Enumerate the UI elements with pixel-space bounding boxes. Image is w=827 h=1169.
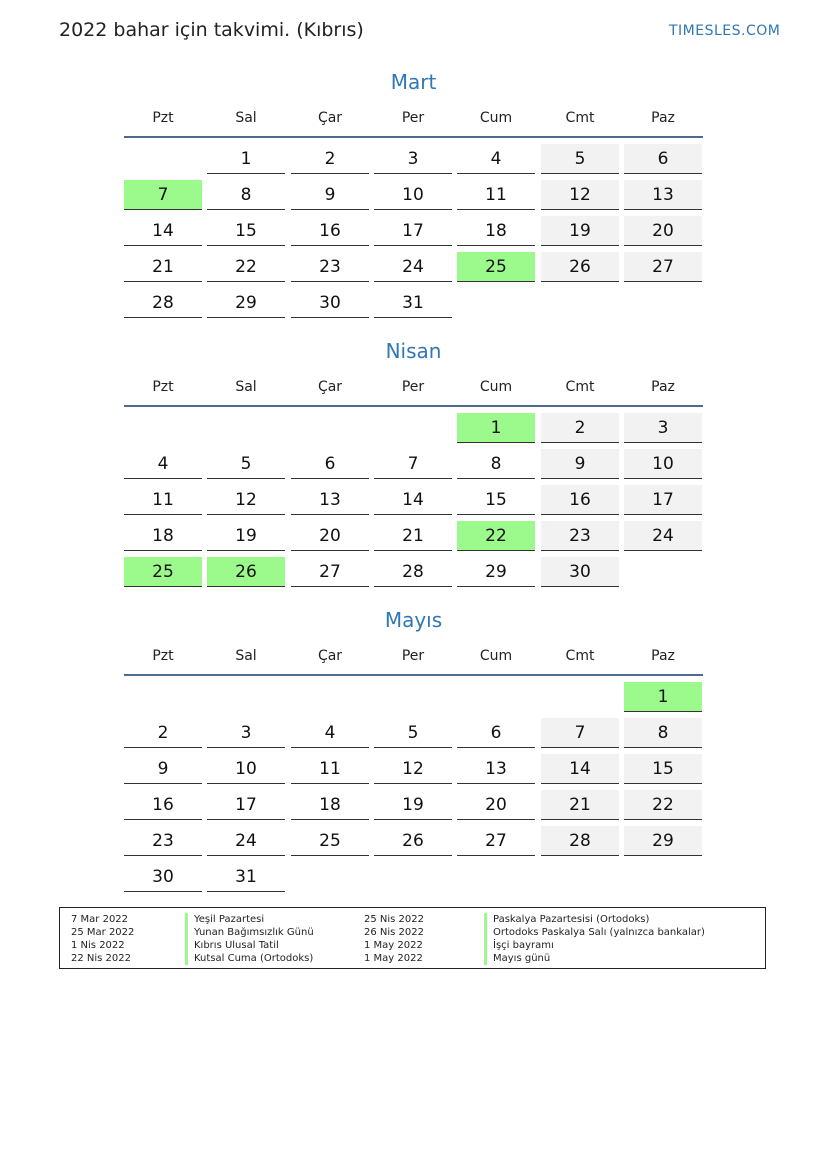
day-cell: 17: [624, 485, 702, 515]
legend-date: 1 May 2022: [364, 953, 423, 964]
legend-date: 7 Mar 2022: [71, 914, 129, 925]
day-cell: 21: [374, 521, 452, 551]
weekday-header: Paz: [651, 110, 675, 126]
month-title: Nisan: [385, 339, 442, 363]
weekday-header: Sal: [235, 110, 257, 126]
legend-date: 25 Mar 2022: [71, 927, 135, 938]
holiday-legend: [59, 907, 766, 969]
legend-date: 26 Nis 2022: [364, 927, 424, 938]
day-cell: 16: [541, 485, 619, 515]
day-cell: 21: [541, 790, 619, 820]
weekday-header: Cmt: [565, 379, 595, 395]
brand-link[interactable]: TIMESLES.COM: [669, 23, 781, 39]
day-cell: 30: [291, 288, 369, 318]
day-cell: 2: [541, 413, 619, 443]
day-cell: 22: [624, 790, 702, 820]
weekday-header: Çar: [317, 379, 343, 395]
day-cell: 1: [207, 144, 285, 174]
day-cell: 23: [291, 252, 369, 282]
day-cell: 26: [374, 826, 452, 856]
day-cell: 29: [624, 826, 702, 856]
legend-date: 1 May 2022: [364, 940, 423, 951]
day-cell: 9: [541, 449, 619, 479]
day-cell: 28: [541, 826, 619, 856]
day-cell: 3: [207, 718, 285, 748]
day-cell: 7: [374, 449, 452, 479]
day-cell: 12: [541, 180, 619, 210]
day-cell: 13: [624, 180, 702, 210]
day-cell: 25: [291, 826, 369, 856]
day-cell-holiday: 25: [457, 252, 535, 282]
day-cell: 22: [207, 252, 285, 282]
legend-holiday-name: Kıbrıs Ulusal Tatil: [185, 939, 279, 952]
page-title: 2022 bahar için takvimi. (Kıbrıs): [59, 19, 364, 41]
day-cell: 20: [624, 216, 702, 246]
day-cell: 2: [124, 718, 202, 748]
day-cell: 19: [207, 521, 285, 551]
legend-date: 25 Nis 2022: [364, 914, 424, 925]
day-cell: 15: [624, 754, 702, 784]
day-cell: 27: [291, 557, 369, 587]
day-cell: 13: [291, 485, 369, 515]
day-cell: 2: [291, 144, 369, 174]
month-title: Mart: [390, 70, 437, 94]
weekday-header: Çar: [317, 110, 343, 126]
day-cell: 14: [374, 485, 452, 515]
weekday-header: Paz: [651, 648, 675, 664]
day-cell: 3: [374, 144, 452, 174]
day-cell: 6: [457, 718, 535, 748]
day-cell: 20: [291, 521, 369, 551]
day-cell: 10: [207, 754, 285, 784]
month-title: Mayıs: [384, 608, 443, 632]
day-cell: 12: [374, 754, 452, 784]
day-cell: 8: [207, 180, 285, 210]
day-cell: 15: [207, 216, 285, 246]
day-cell: 27: [457, 826, 535, 856]
header-rule: [124, 674, 703, 676]
day-cell: 14: [124, 216, 202, 246]
day-cell: 31: [374, 288, 452, 318]
day-cell: 11: [124, 485, 202, 515]
day-cell: 8: [457, 449, 535, 479]
weekday-header: Cmt: [565, 648, 595, 664]
day-cell: 17: [374, 216, 452, 246]
day-cell: 20: [457, 790, 535, 820]
day-cell: 29: [457, 557, 535, 587]
day-cell: 11: [457, 180, 535, 210]
day-cell: 5: [374, 718, 452, 748]
legend-date: 22 Nis 2022: [71, 953, 131, 964]
legend-holiday-name: Kutsal Cuma (Ortodoks): [185, 952, 313, 965]
day-cell-holiday: 22: [457, 521, 535, 551]
day-cell: 19: [374, 790, 452, 820]
weekday-header: Pzt: [152, 110, 174, 126]
legend-holiday-name: Yeşil Pazartesi: [185, 913, 264, 926]
day-cell: 3: [624, 413, 702, 443]
weekday-header: Paz: [651, 379, 675, 395]
day-cell: 4: [124, 449, 202, 479]
day-cell-holiday: 25: [124, 557, 202, 587]
day-cell: 9: [124, 754, 202, 784]
day-cell: 30: [124, 862, 202, 892]
day-cell: 5: [541, 144, 619, 174]
day-cell: 11: [291, 754, 369, 784]
legend-holiday-name: Yunan Bağımsızlık Günü: [185, 926, 314, 939]
day-cell: 17: [207, 790, 285, 820]
header-rule: [124, 136, 703, 138]
weekday-header: Cum: [479, 648, 513, 664]
day-cell: 24: [624, 521, 702, 551]
day-cell: 9: [291, 180, 369, 210]
day-cell: 23: [541, 521, 619, 551]
weekday-header: Per: [401, 379, 425, 395]
day-cell: 29: [207, 288, 285, 318]
weekday-header: Sal: [235, 648, 257, 664]
day-cell: 30: [541, 557, 619, 587]
day-cell: 16: [124, 790, 202, 820]
day-cell: 4: [291, 718, 369, 748]
day-cell: 21: [124, 252, 202, 282]
day-cell-holiday: 1: [624, 682, 702, 712]
header-rule: [124, 405, 703, 407]
day-cell: 18: [291, 790, 369, 820]
day-cell: 8: [624, 718, 702, 748]
day-cell: 4: [457, 144, 535, 174]
day-cell: 23: [124, 826, 202, 856]
legend-holiday-name: Paskalya Pazartesisi (Ortodoks): [484, 913, 649, 926]
day-cell: 10: [624, 449, 702, 479]
weekday-header: Pzt: [152, 379, 174, 395]
day-cell-holiday: 26: [207, 557, 285, 587]
legend-holiday-name: Mayıs günü: [484, 952, 550, 965]
day-cell: 24: [207, 826, 285, 856]
weekday-header: Cum: [479, 379, 513, 395]
day-cell: 14: [541, 754, 619, 784]
day-cell: 28: [374, 557, 452, 587]
weekday-header: Per: [401, 110, 425, 126]
legend-holiday-name: Ortodoks Paskalya Salı (yalnızca bankalar): [484, 926, 705, 939]
day-cell: 10: [374, 180, 452, 210]
day-cell: 24: [374, 252, 452, 282]
day-cell: 16: [291, 216, 369, 246]
day-cell: 7: [541, 718, 619, 748]
day-cell: 18: [124, 521, 202, 551]
day-cell: 6: [291, 449, 369, 479]
weekday-header: Cmt: [565, 110, 595, 126]
legend-date: 1 Nis 2022: [71, 940, 125, 951]
day-cell: 5: [207, 449, 285, 479]
day-cell-holiday: 7: [124, 180, 202, 210]
day-cell: 6: [624, 144, 702, 174]
day-cell: 19: [541, 216, 619, 246]
day-cell: 27: [624, 252, 702, 282]
day-cell: 28: [124, 288, 202, 318]
day-cell: 12: [207, 485, 285, 515]
weekday-header: Cum: [479, 110, 513, 126]
weekday-header: Sal: [235, 379, 257, 395]
day-cell: 18: [457, 216, 535, 246]
weekday-header: Pzt: [152, 648, 174, 664]
legend-holiday-name: İşçi bayramı: [484, 939, 554, 952]
day-cell: 26: [541, 252, 619, 282]
weekday-header: Çar: [317, 648, 343, 664]
day-cell: 13: [457, 754, 535, 784]
day-cell: 15: [457, 485, 535, 515]
day-cell: 31: [207, 862, 285, 892]
day-cell-holiday: 1: [457, 413, 535, 443]
weekday-header: Per: [401, 648, 425, 664]
